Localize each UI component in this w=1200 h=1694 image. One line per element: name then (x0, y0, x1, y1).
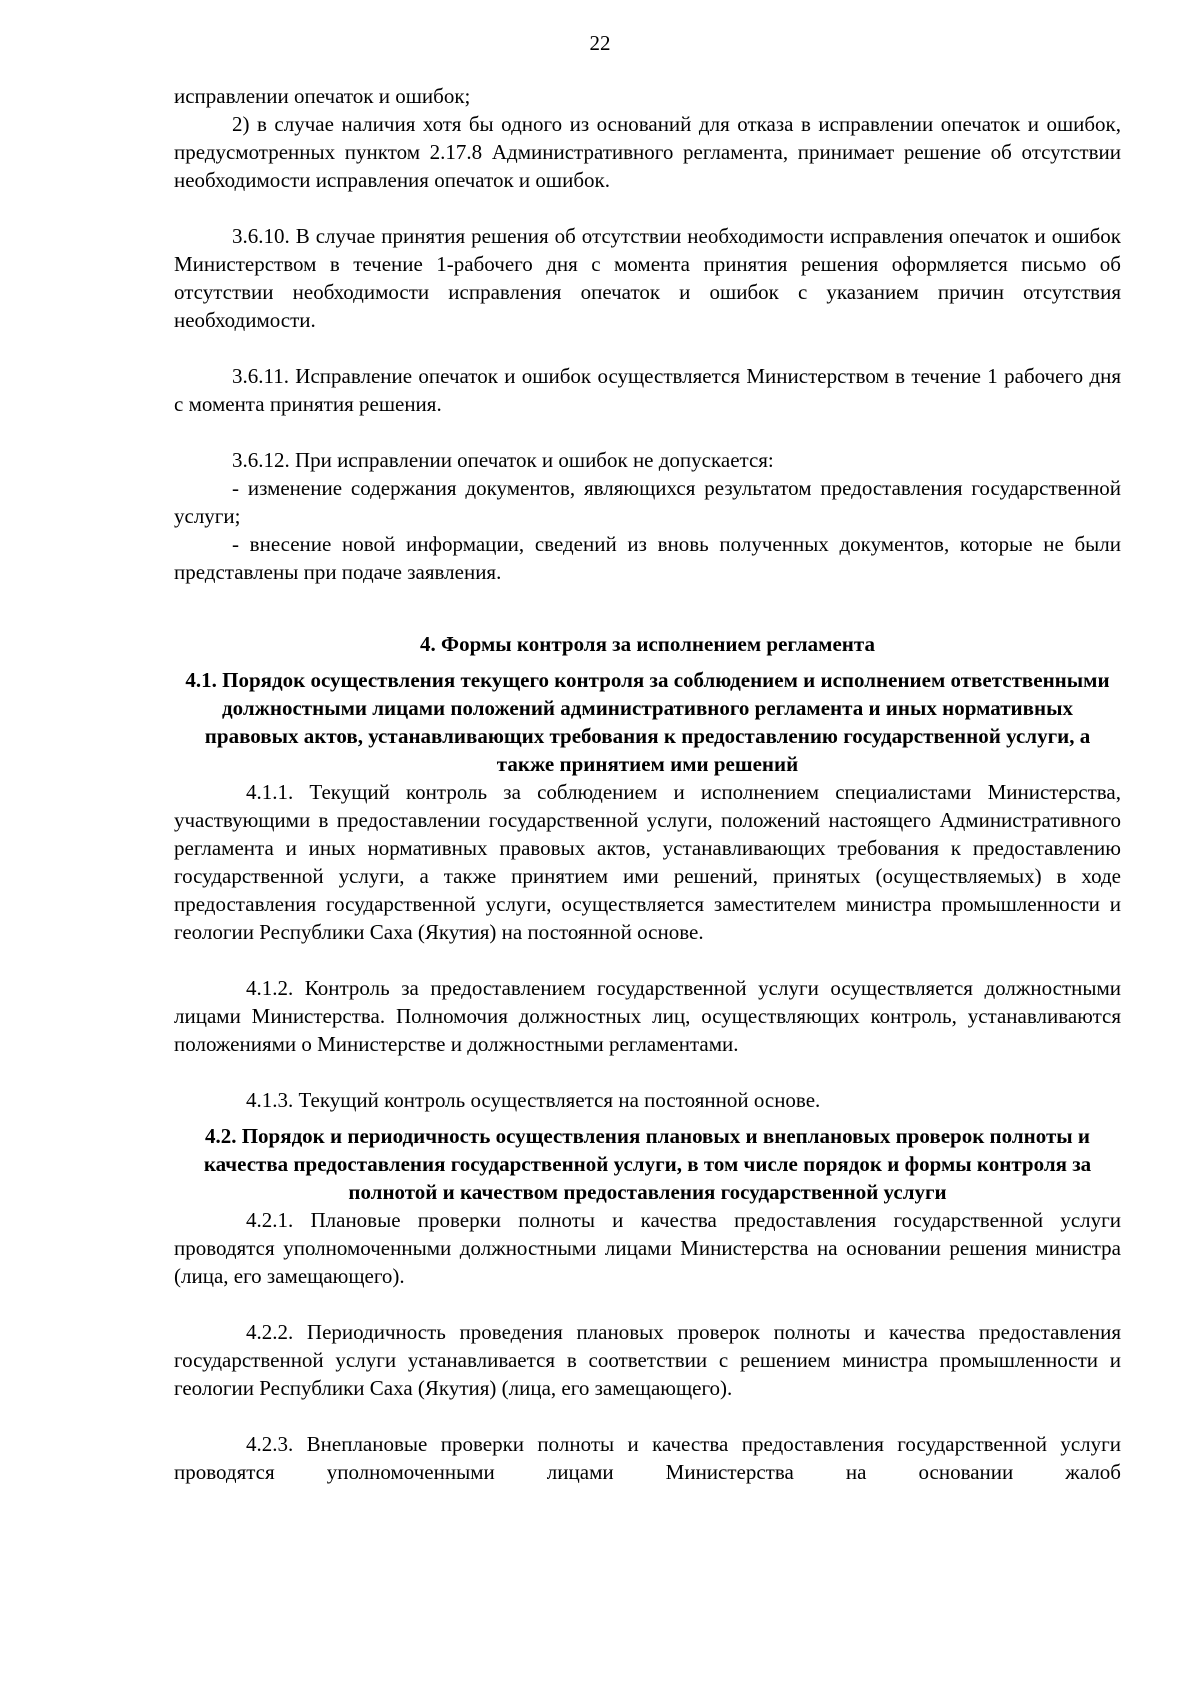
section-heading-4: 4. Формы контроля за исполнением регламента (420, 632, 875, 656)
paragraph-4-2-3: 4.2.3. Внеплановые проверки полноты и качества предоставления государственной услуги проводятся уполномоченными лицами Министерства на основании жалоб (174, 1432, 1121, 1484)
list-item-content-change: - изменение содержания документов, являющихся результатом предоставления государственной услуги; (174, 476, 1121, 528)
paragraph-4-2-1: 4.2.1. Плановые проверки полноты и качества предоставления государственной услуги проводятся уполномоченными должностными лицами Министерства на основании решения министра (лица, его замещающего). (174, 1208, 1121, 1288)
section-heading-4-2: 4.2. Порядок и периодичность осуществления плановых и внеплановых проверок полноты и качества предоставления государственной услуги, в том числе порядок и формы контроля за полнотой и качеством предоставления государственной услуги (203, 1124, 1092, 1204)
paragraph-3-6-10: 3.6.10. В случае принятия решения об отсутствии необходимости исправления опечаток и ошибок Министерством в течение 1-рабочего дня с момента принятия решения оформляется письмо об отсутствии необходимости исправления опечаток и ошибок с указанием причин отсутствия необходимости. (174, 224, 1121, 332)
paragraph-3-6-12: 3.6.12. При исправлении опечаток и ошибок не допускается: (232, 448, 774, 472)
paragraph-4-2-2: 4.2.2. Периодичность проведения плановых проверок полноты и качества предоставления государственной услуги устанавливается в соответствии с решением министра промышленности и геологии Республики Саха (Якутия) (лица, его замещающего). (174, 1320, 1121, 1400)
paragraph-item-2: 2) в случае наличия хотя бы одного из оснований для отказа в исправлении опечаток и ошибок, предусмотренных пунктом 2.17.8 Административного регламента, принимает решение об отсутствии необходимости исправления опечаток и ошибок. (174, 112, 1121, 192)
paragraph-4-1-1: 4.1.1. Текущий контроль за соблюдением и исполнением специалистами Министерства, участвующими в предоставлении государственной услуги, положений настоящего Административного регламента и иных нормативных правовых актов, устанавливающих требования к предоставлению государственной услуги, а также принятием ими решений, принятых (осуществляемых) в ходе предоставления государственной услуги, осуществляется заместителем министра промышленности и геологии Республики Саха (Якутия) на постоянной основе. (174, 780, 1121, 944)
section-heading-4-1: 4.1. Порядок осуществления текущего контроля за соблюдением и исполнением ответственными должностными лицами положений административного регламента и иных нормативных правовых актов, устанавливающих требования к предоставлению государственной услуги, а также принятием ими решений (185, 668, 1110, 776)
paragraph-continuation: исправлении опечаток и ошибок; (174, 84, 471, 108)
paragraph-4-1-3: 4.1.3. Текущий контроль осуществляется на постоянной основе. (246, 1088, 821, 1112)
page-content (174, 82, 1121, 1486)
page-number: 22 (589, 31, 611, 55)
list-item-new-info: - внесение новой информации, сведений из вновь полученных документов, которые не были представлены при подаче заявления. (174, 532, 1121, 584)
paragraph-3-6-11: 3.6.11. Исправление опечаток и ошибок осуществляется Министерством в течение 1 рабочего дня с момента принятия решения. (174, 364, 1121, 416)
paragraph-4-1-2: 4.1.2. Контроль за предоставлением государственной услуги осуществляется должностными лицами Министерства. Полномочия должностных лиц, осуществляющих контроль, устанавливаются положениями о Министерстве и должностными регламентами. (174, 976, 1121, 1056)
